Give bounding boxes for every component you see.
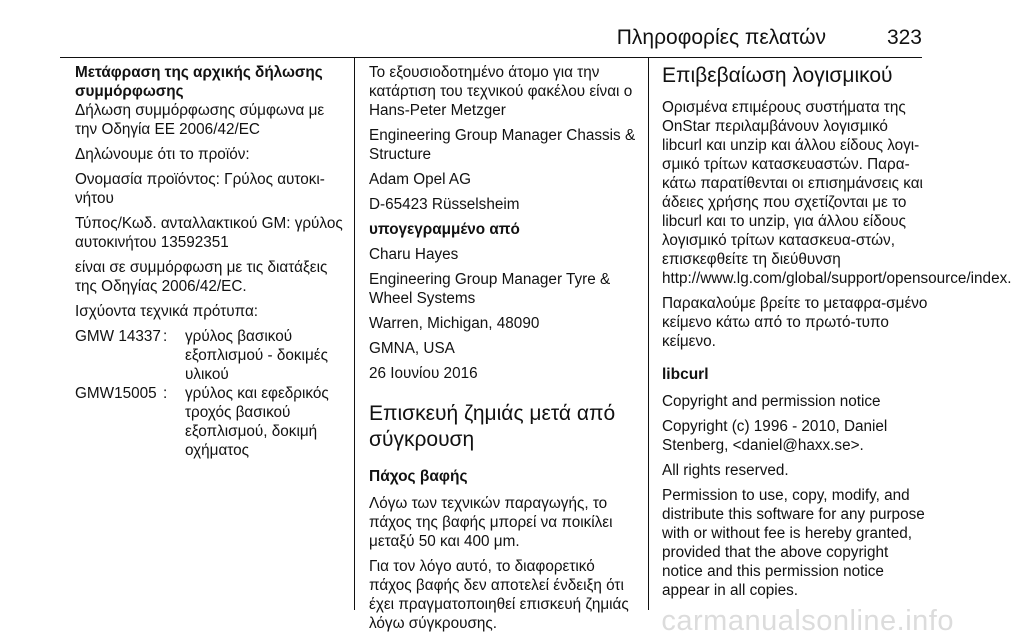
paragraph: All rights reserved. xyxy=(662,462,789,479)
header-rule xyxy=(60,57,922,58)
column-1 xyxy=(75,63,347,460)
standard-row xyxy=(75,384,347,460)
paragraph: Για τον λόγο αυτό, το διαφορετικό πάχος βαφής δεν αποτελεί ένδειξη ότι έχει πραγματοποιηθεί επισκευή ζημιάς λόγω σύγκρουσης. xyxy=(369,558,629,632)
section-heading: Επισκευή ζημιάς μετά από σύγκρουση xyxy=(369,402,616,451)
standard-code: GMW15005 xyxy=(75,385,157,402)
paragraph: D-65423 Rüsselsheim xyxy=(369,196,520,213)
paragraph: Παρακαλούμε βρείτε το μεταφρα-σμένο κείμενο κάτω από το πρωτό-τυπο κείμενο. xyxy=(662,295,928,350)
paragraph: Ονομασία προϊόντος: Γρύλος αυτοκι-νήτου xyxy=(75,171,325,207)
paragraph: Permission to use, copy, modify, and distribute this software for any purpose with or without fee is hereby granted, provided that the above copyright notice and this permission notice appear in all copies. xyxy=(662,487,925,599)
paragraph: Copyright and permission notice xyxy=(662,393,881,410)
column-divider-1 xyxy=(354,58,355,610)
column-2 xyxy=(369,63,641,639)
page-number: 323 xyxy=(886,26,922,49)
paragraph: Engineering Group Manager Chassis & Structure xyxy=(369,127,636,163)
standard-desc: γρύλος βασικού εξοπλισμού - δοκιμές υλικού xyxy=(185,328,328,383)
paragraph: Engineering Group Manager Tyre & Wheel Systems xyxy=(369,271,611,307)
paragraph: Λόγω των τεχνικών παραγωγής, το πάχος της βαφής μπορεί να ποικίλει μεταξύ 50 και 400 μm. xyxy=(369,495,613,550)
column-divider-2 xyxy=(648,58,649,610)
signed-by-label: υπογεγραμμένο από xyxy=(369,221,520,238)
paragraph: Ορισμένα επιμέρους συστήματα της OnStar περιλαμβάνουν λογισμικό libcurl και unzip και άλλου είδους λογι-σμικό τρίτων κατασκευαστών. Παρα-κάτω παρατίθενται οι επισημάνσεις και άδειες χρήσης που σχετίζονται με το libcurl και το unzip, για άλλου είδους λογισμικό τρίτων κατασκευα-στών, επισκεφθείτε τη διεύθυνση http://www.lg.com/global/support/opensource/index. xyxy=(662,99,1011,287)
standard-code: GMW 14337 xyxy=(75,328,161,345)
page-header xyxy=(60,26,922,60)
section-heading: Επιβεβαίωση λογισμικού xyxy=(662,64,893,87)
standard-sep: : xyxy=(163,328,168,345)
declaration-title: Μετάφραση της αρχικής δήλωσης συμμόρφωσης xyxy=(75,64,323,100)
paragraph: Δηλώνουμε ότι το προϊόν: xyxy=(75,146,250,163)
paragraph: Copyright (c) 1996 - 2010, Daniel Stenberg, <daniel@haxx.se>. xyxy=(662,418,888,454)
paragraph: Warren, Michigan, 48090 xyxy=(369,315,540,332)
paragraph: Τύπος/Κωδ. ανταλλακτικού GM: γρύλος αυτοκινήτου 13592351 xyxy=(75,215,343,251)
subsection-heading: Πάχος βαφής xyxy=(369,468,468,485)
subsection-heading: libcurl xyxy=(662,366,709,383)
section-title: Πληροφορίες πελατών xyxy=(616,26,826,49)
paragraph: GMNA, USA xyxy=(369,340,455,357)
column-3 xyxy=(662,63,1011,606)
standard-row xyxy=(75,327,347,384)
standard-desc: γρύλος και εφεδρικός τροχός βασικού εξοπλισμού, δοκιμή οχήματος xyxy=(185,385,329,459)
paragraph: Adam Opel AG xyxy=(369,171,472,188)
watermark: carmanualsonline.info xyxy=(661,605,954,637)
paragraph: είναι σε συμμόρφωση με τις διατάξεις της Οδηγίας 2006/42/EC. xyxy=(75,259,328,295)
paragraph: Δήλωση συμμόρφωσης σύμφωνα με την Οδηγία ΕΕ 2006/42/EC xyxy=(75,102,325,138)
paragraph: Charu Hayes xyxy=(369,246,459,263)
paragraph: 26 Ιουνίου 2016 xyxy=(369,365,478,382)
paragraph: Ισχύοντα τεχνικά πρότυπα: xyxy=(75,303,259,320)
paragraph: Το εξουσιοδοτημένο άτομο για την κατάρτιση του τεχνικού φακέλου είναι ο Hans-Peter Metzger xyxy=(369,64,633,119)
standard-sep: : xyxy=(163,385,168,402)
